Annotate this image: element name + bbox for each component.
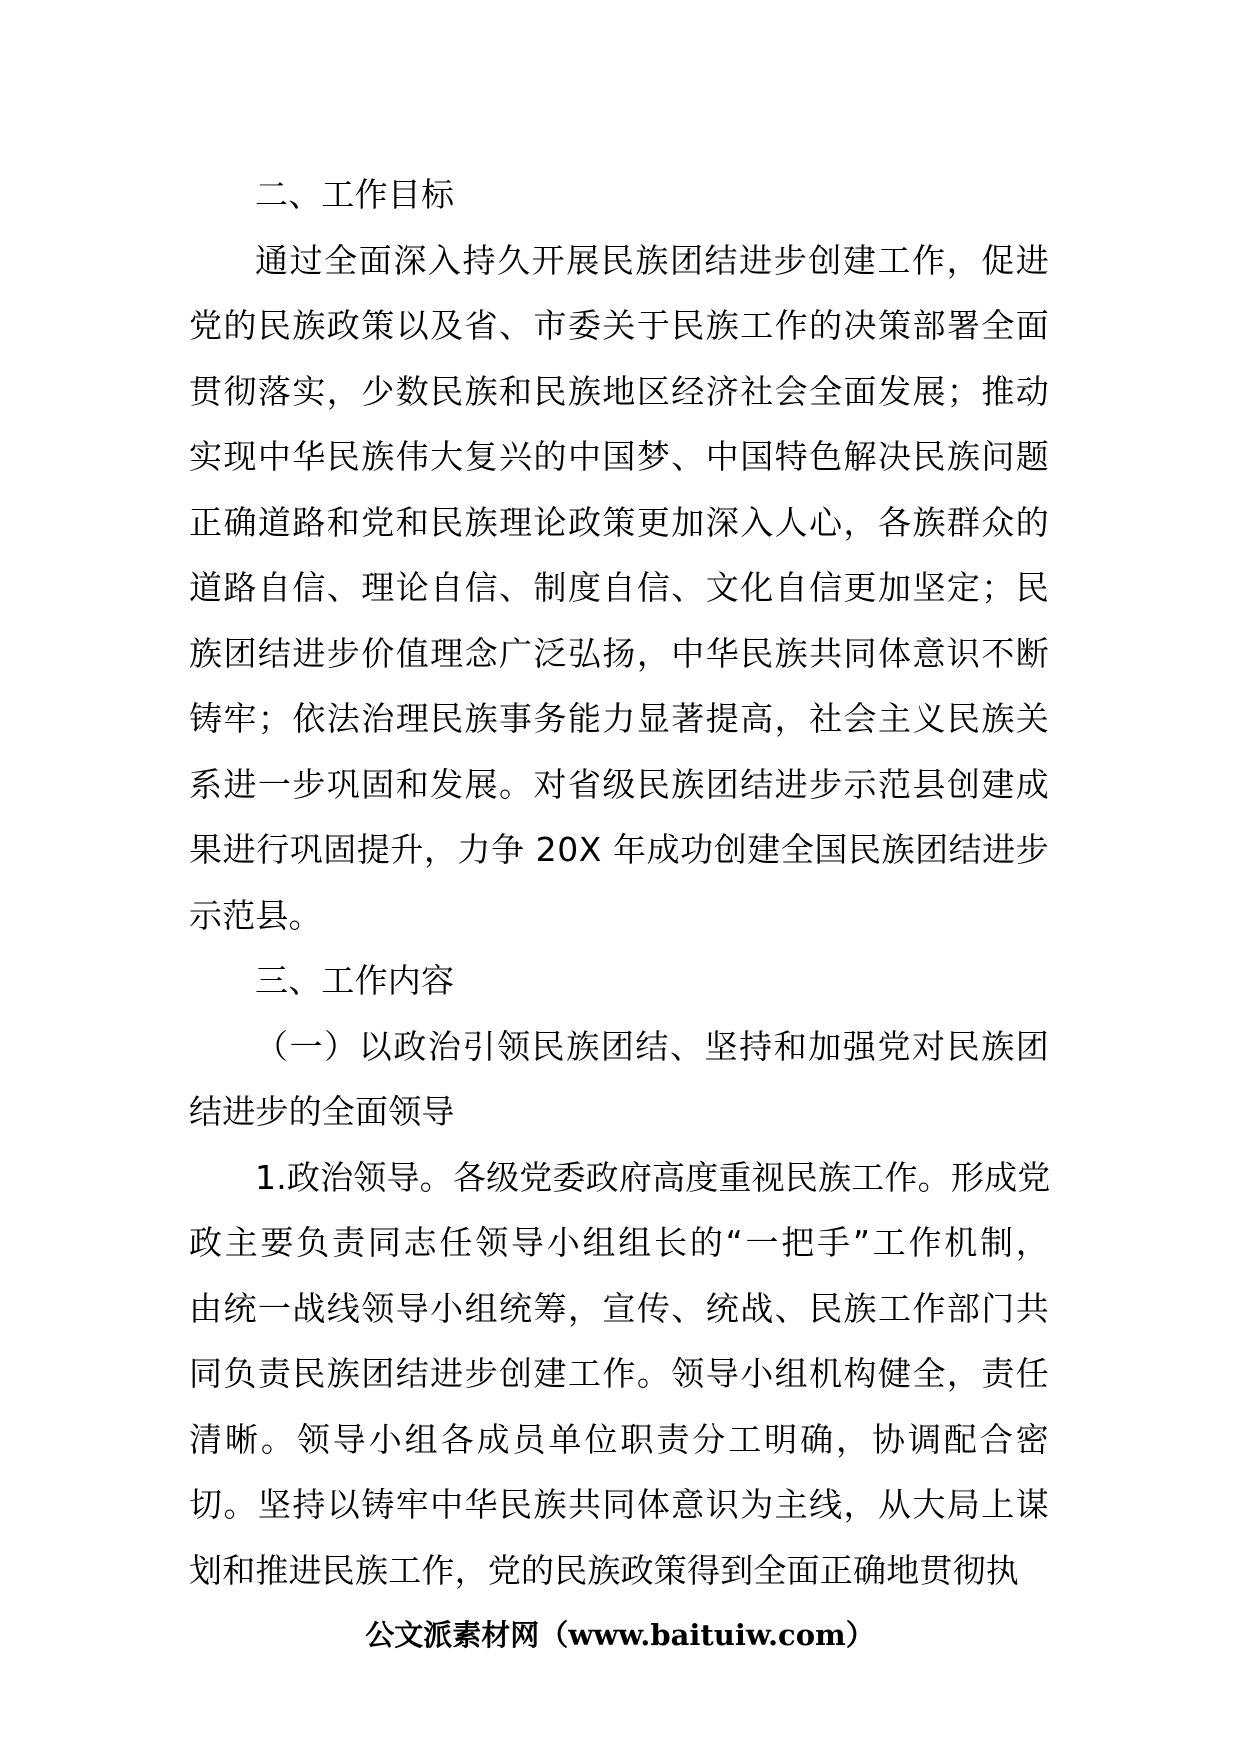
text-line: 同负责民族团结进步创建工作。领导小组机构健全，责任	[189, 1354, 1051, 1393]
text-line: 政主要负责同志任领导小组组长的“一把手”工作机制，	[189, 1223, 1052, 1262]
text-line: 党的民族政策以及省、市委关于民族工作的决策部署全面	[189, 306, 1051, 345]
text-line: 实现中华民族伟大复兴的中国梦、中国特色解决民族问题	[189, 437, 1051, 476]
text-line: 示范县。	[189, 895, 322, 935]
text-line: （一）以政治引领民族团结、坚持和加强党对民族团	[255, 1026, 1051, 1066]
text-line: 划和推进民族工作，党的民族政策得到全面正确地贯彻执	[189, 1550, 1019, 1590]
text-line: 清晰。领导小组各成员单位职责分工明确，协调配合密	[189, 1419, 1052, 1459]
text-line: 由统一战线领导小组统筹，宣传、统战、民族工作部门共	[189, 1288, 1051, 1328]
text-line: 三、工作内容	[255, 961, 455, 1000]
document-body	[189, 162, 1052, 1603]
text-line: 族团结进步价值理念广泛弘扬，中华民族共同体意识不断	[189, 633, 1051, 673]
text-line: 二、工作目标	[255, 175, 455, 214]
text-line: 道路自信、理论自信、制度自信、文化自信更加坚定；民	[189, 568, 1051, 607]
text-line: 贯彻落实，少数民族和民族地区经济社会全面发展；推动	[189, 371, 1051, 411]
text-line: 结进步的全面领导	[189, 1092, 455, 1131]
text-line: 系进一步巩固和发展。对省级民族团结进步示范县创建成	[189, 764, 1051, 804]
text-line: 1.政治领导。各级党委政府高度重视民族工作。形成党	[255, 1157, 1051, 1197]
text-line: 通过全面深入持久开展民族团结进步创建工作，促进	[255, 240, 1051, 280]
text-line: 果进行巩固提升，力争 20X 年成功创建全国民族团结进步	[189, 830, 1050, 869]
text-line: 切。坚持以铸牢中华民族共同体意识为主线，从大局上谋	[189, 1485, 1051, 1524]
text-line: 铸牢；依法治理民族事务能力显著提高，社会主义民族关	[189, 699, 1051, 738]
text-line: 正确道路和党和民族理论政策更加深入人心，各族群众的	[189, 502, 1051, 542]
footer-watermark: 公文派素材网（www.baituiw.com）	[365, 1618, 875, 1652]
